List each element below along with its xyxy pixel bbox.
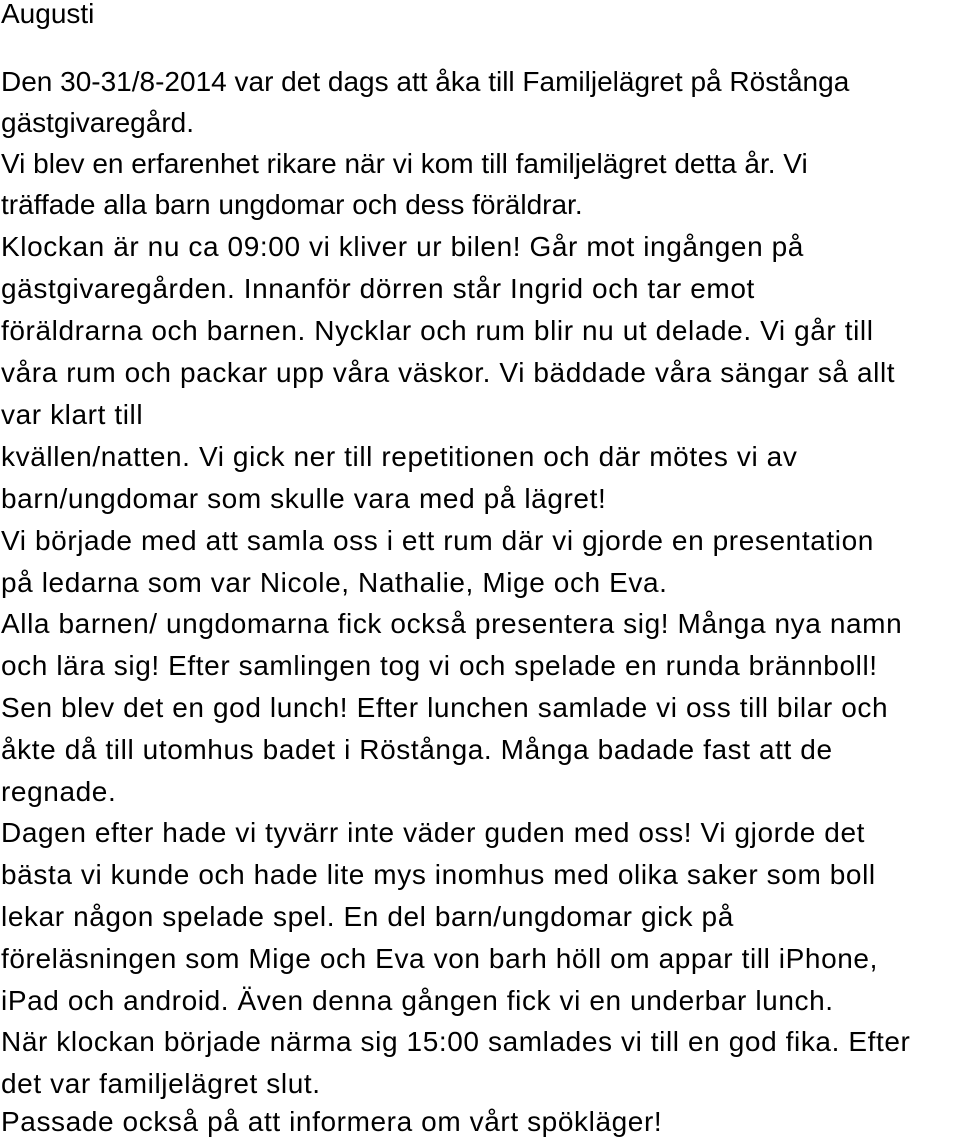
text-line: och lära sig! Efter samlingen tog vi och spelade en runda brännboll!: [1, 650, 878, 681]
text-line: på ledarna som var Nicole, Nathalie, Mige och Eva.: [1, 567, 668, 598]
text-line: föreläsningen som Mige och Eva von barh höll om appar till iPhone,: [1, 943, 878, 974]
text-line: När klockan började närma sig 15:00 samlades vi till en god fika. Efter: [1, 1026, 911, 1057]
text-line: träffade alla barn ungdomar och dess föräldrar.: [1, 189, 583, 220]
text-line: Vi började med att samla oss i ett rum där vi gjorde en presentation: [1, 525, 874, 556]
text-line: våra rum och packar upp våra väskor. Vi bäddade våra sängar så allt: [1, 357, 896, 388]
text-line: var klart till: [1, 399, 144, 430]
text-line: det var familjelägret slut.: [1, 1068, 321, 1099]
text-line: regnade.: [1, 776, 117, 807]
text-line: bästa vi kunde och hade lite mys inomhus med olika saker som boll: [1, 859, 876, 890]
text-line: iPad och android. Även denna gången fick vi en underbar lunch.: [1, 985, 834, 1016]
text-line: Den 30-31/8-2014 var det dags att åka till Familjelägret på Röstånga: [1, 66, 850, 97]
text-line: åkte då till utomhus badet i Röstånga. Många badade fast att de: [1, 734, 833, 765]
text-line: gästgivaregård.: [1, 107, 195, 138]
text-line: Sen blev det en god lunch! Efter lunchen samlade vi oss till bilar och: [1, 692, 889, 723]
text-line: barn/ungdomar som skulle vara med på lägret!: [1, 483, 607, 514]
text-line: föräldrarna och barnen. Nycklar och rum blir nu ut delade. Vi går till: [1, 315, 874, 346]
document-heading: Augusti: [1, 0, 95, 29]
text-line: lekar någon spelade spel. En del barn/ungdomar gick på: [1, 901, 734, 932]
text-line: kvällen/natten. Vi gick ner till repetitionen och där mötes vi av: [1, 441, 798, 472]
text-line: Vi blev en erfarenhet rikare när vi kom till familjelägret detta år. Vi: [1, 148, 808, 179]
text-line: Alla barnen/ ungdomarna fick också presentera sig! Många nya namn: [1, 608, 903, 639]
text-line: Klockan är nu ca 09:00 vi kliver ur bilen! Går mot ingången på: [1, 231, 804, 262]
text-line: Dagen efter hade vi tyvärr inte väder guden med oss! Vi gjorde det: [1, 817, 866, 848]
text-line: gästgivaregården. Innanför dörren står Ingrid och tar emot: [1, 273, 755, 304]
text-line: Passade också på att informera om vårt spökläger!: [1, 1106, 663, 1137]
